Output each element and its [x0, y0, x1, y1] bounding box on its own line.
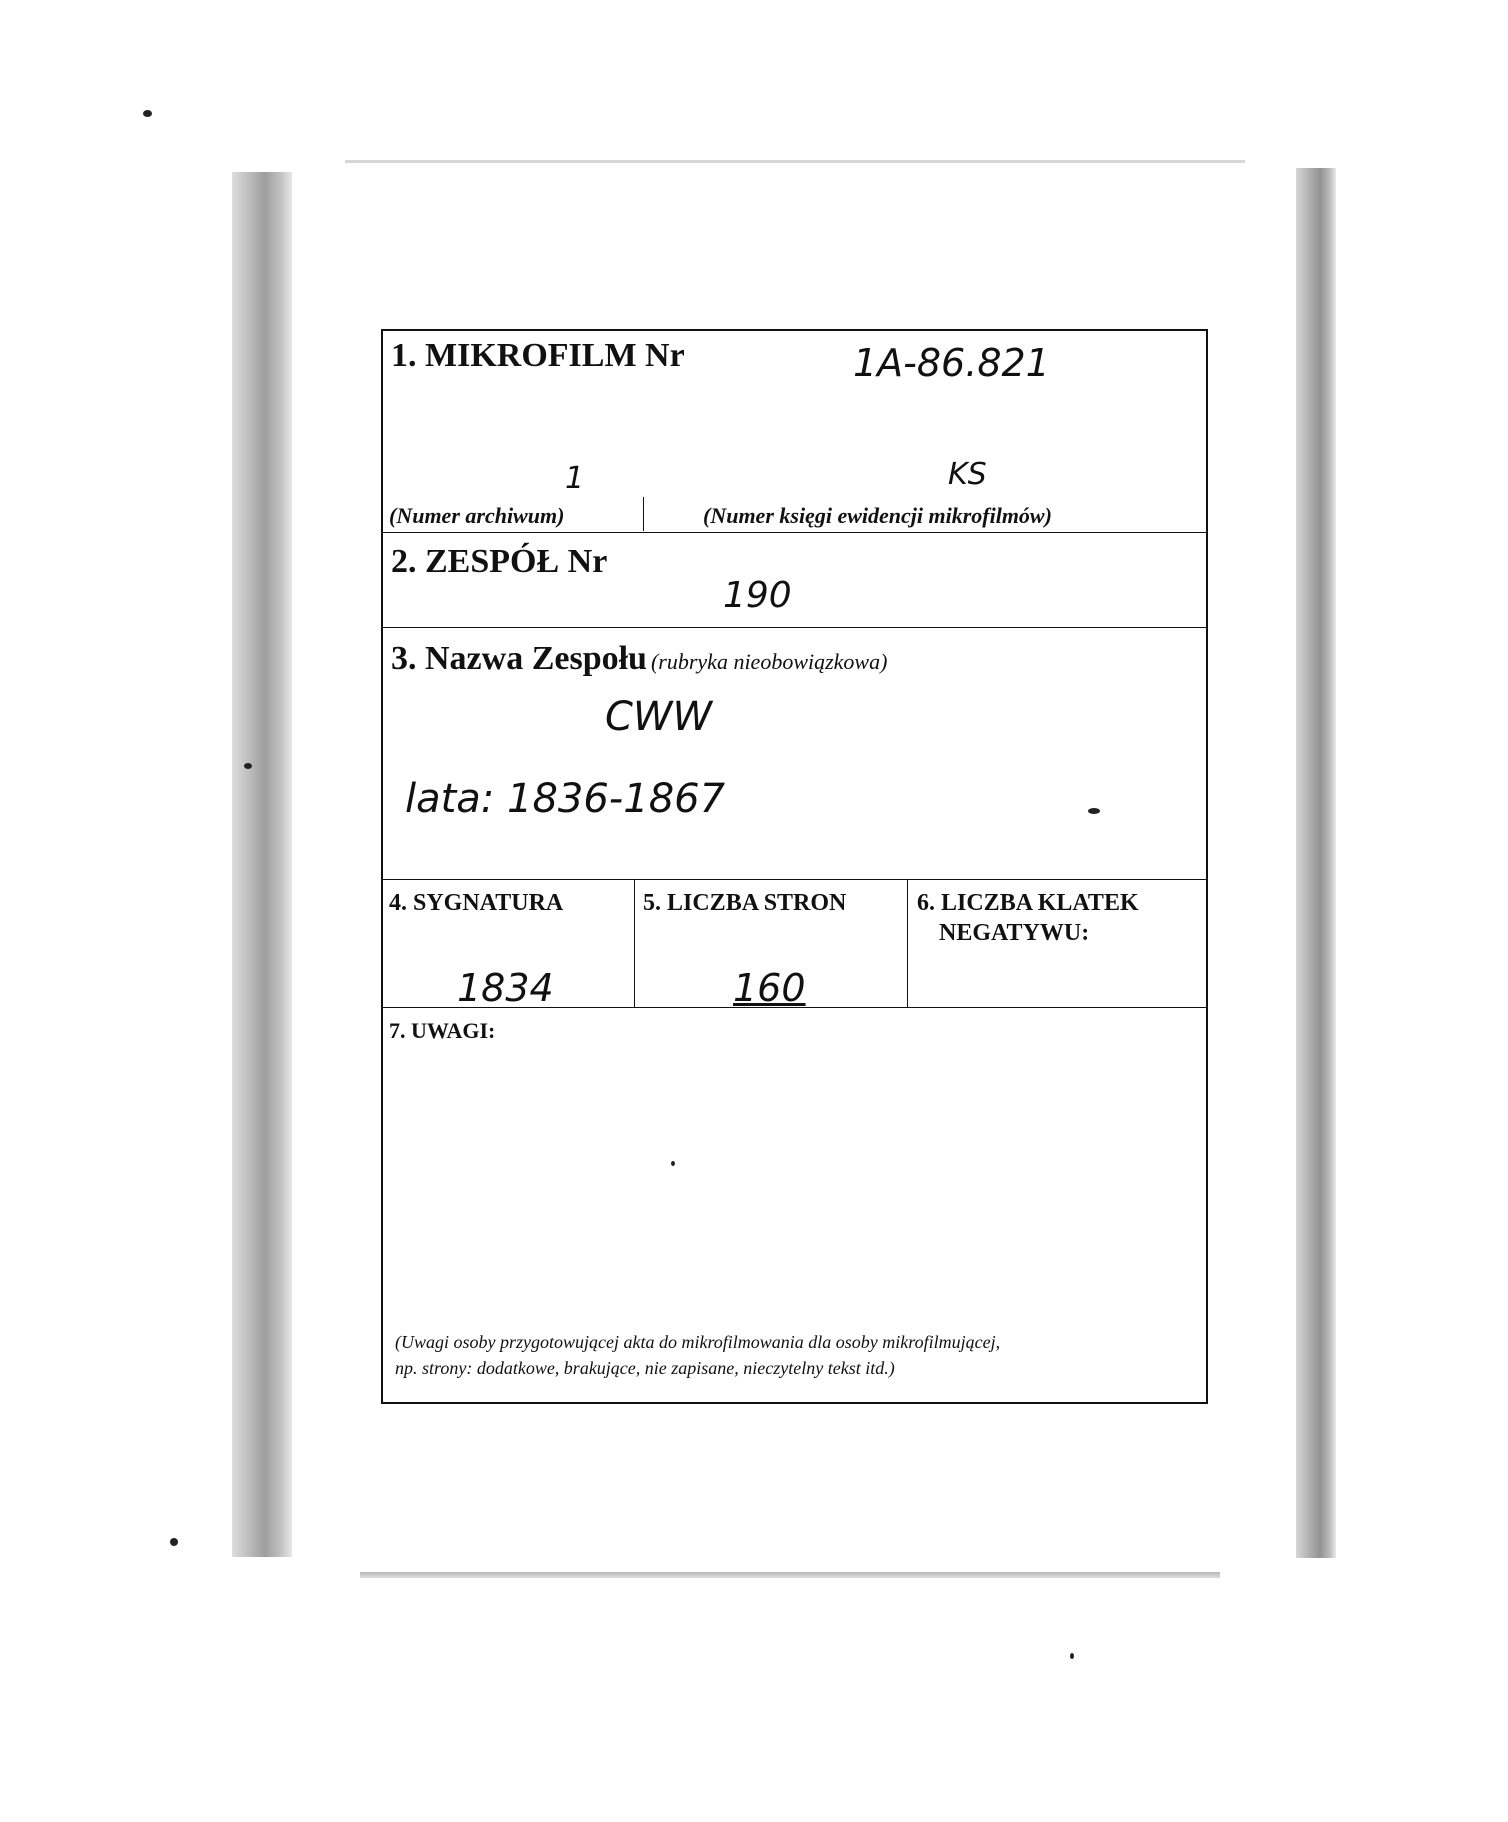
scan-edge-bottom — [360, 1572, 1220, 1578]
collection-name-note: (rubryka nieobowiązkowa) — [650, 649, 888, 674]
scan-edge-right — [1296, 168, 1336, 1558]
field-2-section — [383, 533, 1206, 628]
negative-frames-label-line1: 6. LICZBA KLATEK — [917, 890, 1139, 916]
microfilm-number-label: 1. MIKROFILM Nr — [391, 337, 685, 374]
page-count-value: 160 — [733, 966, 806, 1010]
register-number-label: (Numer księgi ewidencji mikrofilmów) — [703, 503, 1052, 528]
microfilm-number-value: 1A-86.821 — [853, 341, 1050, 385]
archive-number-value: 1 — [565, 461, 585, 496]
register-number-value: KS — [948, 457, 987, 492]
collection-number-label: 2. ZESPÓŁ Nr — [391, 543, 608, 580]
microfilm-form — [381, 329, 1208, 1404]
field-1-section — [383, 331, 1206, 533]
scan-speck — [143, 110, 152, 117]
field-4-6-section — [383, 880, 1206, 1008]
scan-speck — [244, 763, 252, 769]
scan-speck — [1070, 1653, 1074, 1659]
remarks-note-line2: np. strony: dodatkowe, brakujące, nie zapisane, nieczytelny tekst itd.) — [395, 1358, 895, 1378]
field-7-section — [383, 1008, 1206, 1402]
collection-number-value: 190 — [723, 575, 792, 616]
collection-name-value: CWW — [605, 694, 713, 740]
field-3-section — [383, 628, 1206, 880]
collection-name-label: 3. Nazwa Zespołu — [391, 640, 647, 677]
signature-label: 4. SYGNATURA — [389, 890, 564, 916]
negative-frames-label-line2: NEGATYWU: — [939, 920, 1090, 946]
column-divider — [634, 880, 635, 1007]
signature-value: 1834 — [457, 966, 554, 1010]
column-divider — [907, 880, 908, 1007]
archive-number-label: (Numer archiwum) — [389, 503, 565, 528]
remarks-label: 7. UWAGI: — [389, 1018, 496, 1043]
remarks-note-line1: (Uwagi osoby przygotowującej akta do mikrofilmowania dla osoby mikrofilmującej, — [395, 1332, 1001, 1352]
collection-dates-value: lata: 1836-1867 — [405, 776, 726, 822]
collection-name-heading — [391, 640, 887, 678]
scan-edge-top — [345, 160, 1245, 163]
scan-edge-left — [232, 172, 292, 1557]
page-count-label: 5. LICZBA STRON — [643, 890, 847, 916]
label-divider — [643, 497, 644, 531]
scan-speck — [170, 1538, 178, 1546]
